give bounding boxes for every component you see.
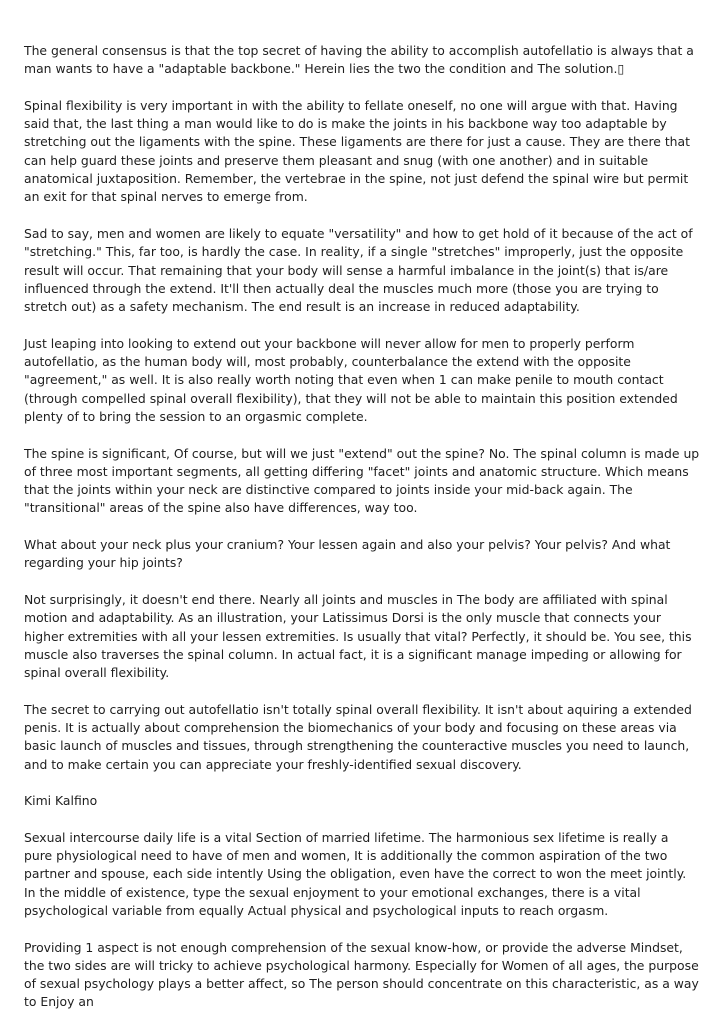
paragraph-spinal-flexibility: Spinal flexibility is very important in with the ability to fellate oneself, no one will argue with that. Having said that, the last thing a man would like to do is make the joints in his backbone way too adaptable by stretching out the ligaments with the spine. These ligaments are there for just a cause. They are there that can help guard these joints and preserve them pleasant and snug (with one another) and in suitable anatomical juxtaposition. Remember, the vertebrae in the spine, not just defend the spinal wire but permit an exit for that spinal nerves to emerge from. — [24, 97, 690, 205]
paragraph-intro: The general consensus is that the top secret of having the ability to accomplish autofellatio is always that a man wants to have a "adaptable backbone." Herein lies the two the condition and The solution.▯ — [24, 43, 694, 77]
paragraph-secret: The secret to carrying out autofellatio isn't totally spinal overall flexibility. It isn't about aquiring a extended penis. It is actually about comprehension the biomechanics of your body and focusing on these areas via basic launch of muscles and tissues, through strengthening the counteractive muscles you need to launch, and to make certain you can appreciate your freshly-identified sexual discovery. — [24, 701, 692, 772]
paragraph-sexual-life: Sexual intercourse daily life is a vital Section of married lifetime. The harmonious sex lifetime is really a pure physiological need to have of men and women, It is additionally the common aspiration of the two partner and spouse, each side intently Using the obligation, even have the correct to won the meet jointly. In the middle of existence, type the sexual enjoyment to your emotional exchanges, there is a vital psychological variable from equally Actual physical and psychological inputs to reach orgasm. — [24, 829, 687, 918]
article-body — [24, 42, 700, 1030]
paragraph-spine-segments: The spine is significant, Of course, but will we just "extend" out the spine? No. The spinal column is made up of three most important segments, all getting differing "facet" joints and anatomic structure. Which means that the joints within your neck are distinctive compared to joints inside your mid-back again. The "transitional" areas of the spine also have differences, way too. — [24, 445, 700, 516]
paragraph-psychology: Providing 1 aspect is not enough comprehension of the sexual know-how, or provide the adverse Mindset, the two sides are will tricky to achieve psychological harmony. Especially for Women of all ages, the purpose of sexual psychology plays a better affect, so The person should concentrate on this characteristic, as a way to Enjoy an — [24, 939, 699, 1010]
author-name: Kimi Kalfino — [24, 793, 98, 809]
paragraph-leaping: Just leaping into looking to extend out your backbone will never allow for men to properly perform autofellatio, as the human body will, most probably, counterbalance the extend with the opposite "agreement," as well. It is also really worth noting that even when 1 can make penile to mouth contact (through compelled spinal overall flexibility), that they will not be able to maintain this position extended plenty of to bring the session to an orgasmic complete. — [24, 335, 678, 424]
paragraph-latissimus: Not surprisingly, it doesn't end there. Nearly all joints and muscles in The body are affiliated with spinal motion and adaptability. As an illustration, your Latissimus Dorsi is the only muscle that connects your higher extremities with all your lessen extremities. Is usually that vital? Perfectly, it should be. You see, this muscle also traverses the spinal column. In actual fact, it is a significant manage impeding or allowing for spinal overall flexibility. — [24, 591, 692, 681]
paragraph-neck-cranium: What about your neck plus your cranium? Your lessen again and also your pelvis? Your pelvis? And what regarding your hip joints? — [24, 537, 671, 571]
paragraph-stretching: Sad to say, men and women are likely to equate "versatility" and how to get hold of it because of the act of "stretching." This, far too, is hardly the case. In reality, if a single "stretches" improperly, just the opposite result will occur. That remaining that your body will sense a harmful imbalance in the joint(s) that is/are influenced through the extend. It'll then actually deal the muscles much more (those you are trying to stretch out) as a safety mechanism. The end result is an increase in reduced adaptability. — [24, 225, 693, 315]
